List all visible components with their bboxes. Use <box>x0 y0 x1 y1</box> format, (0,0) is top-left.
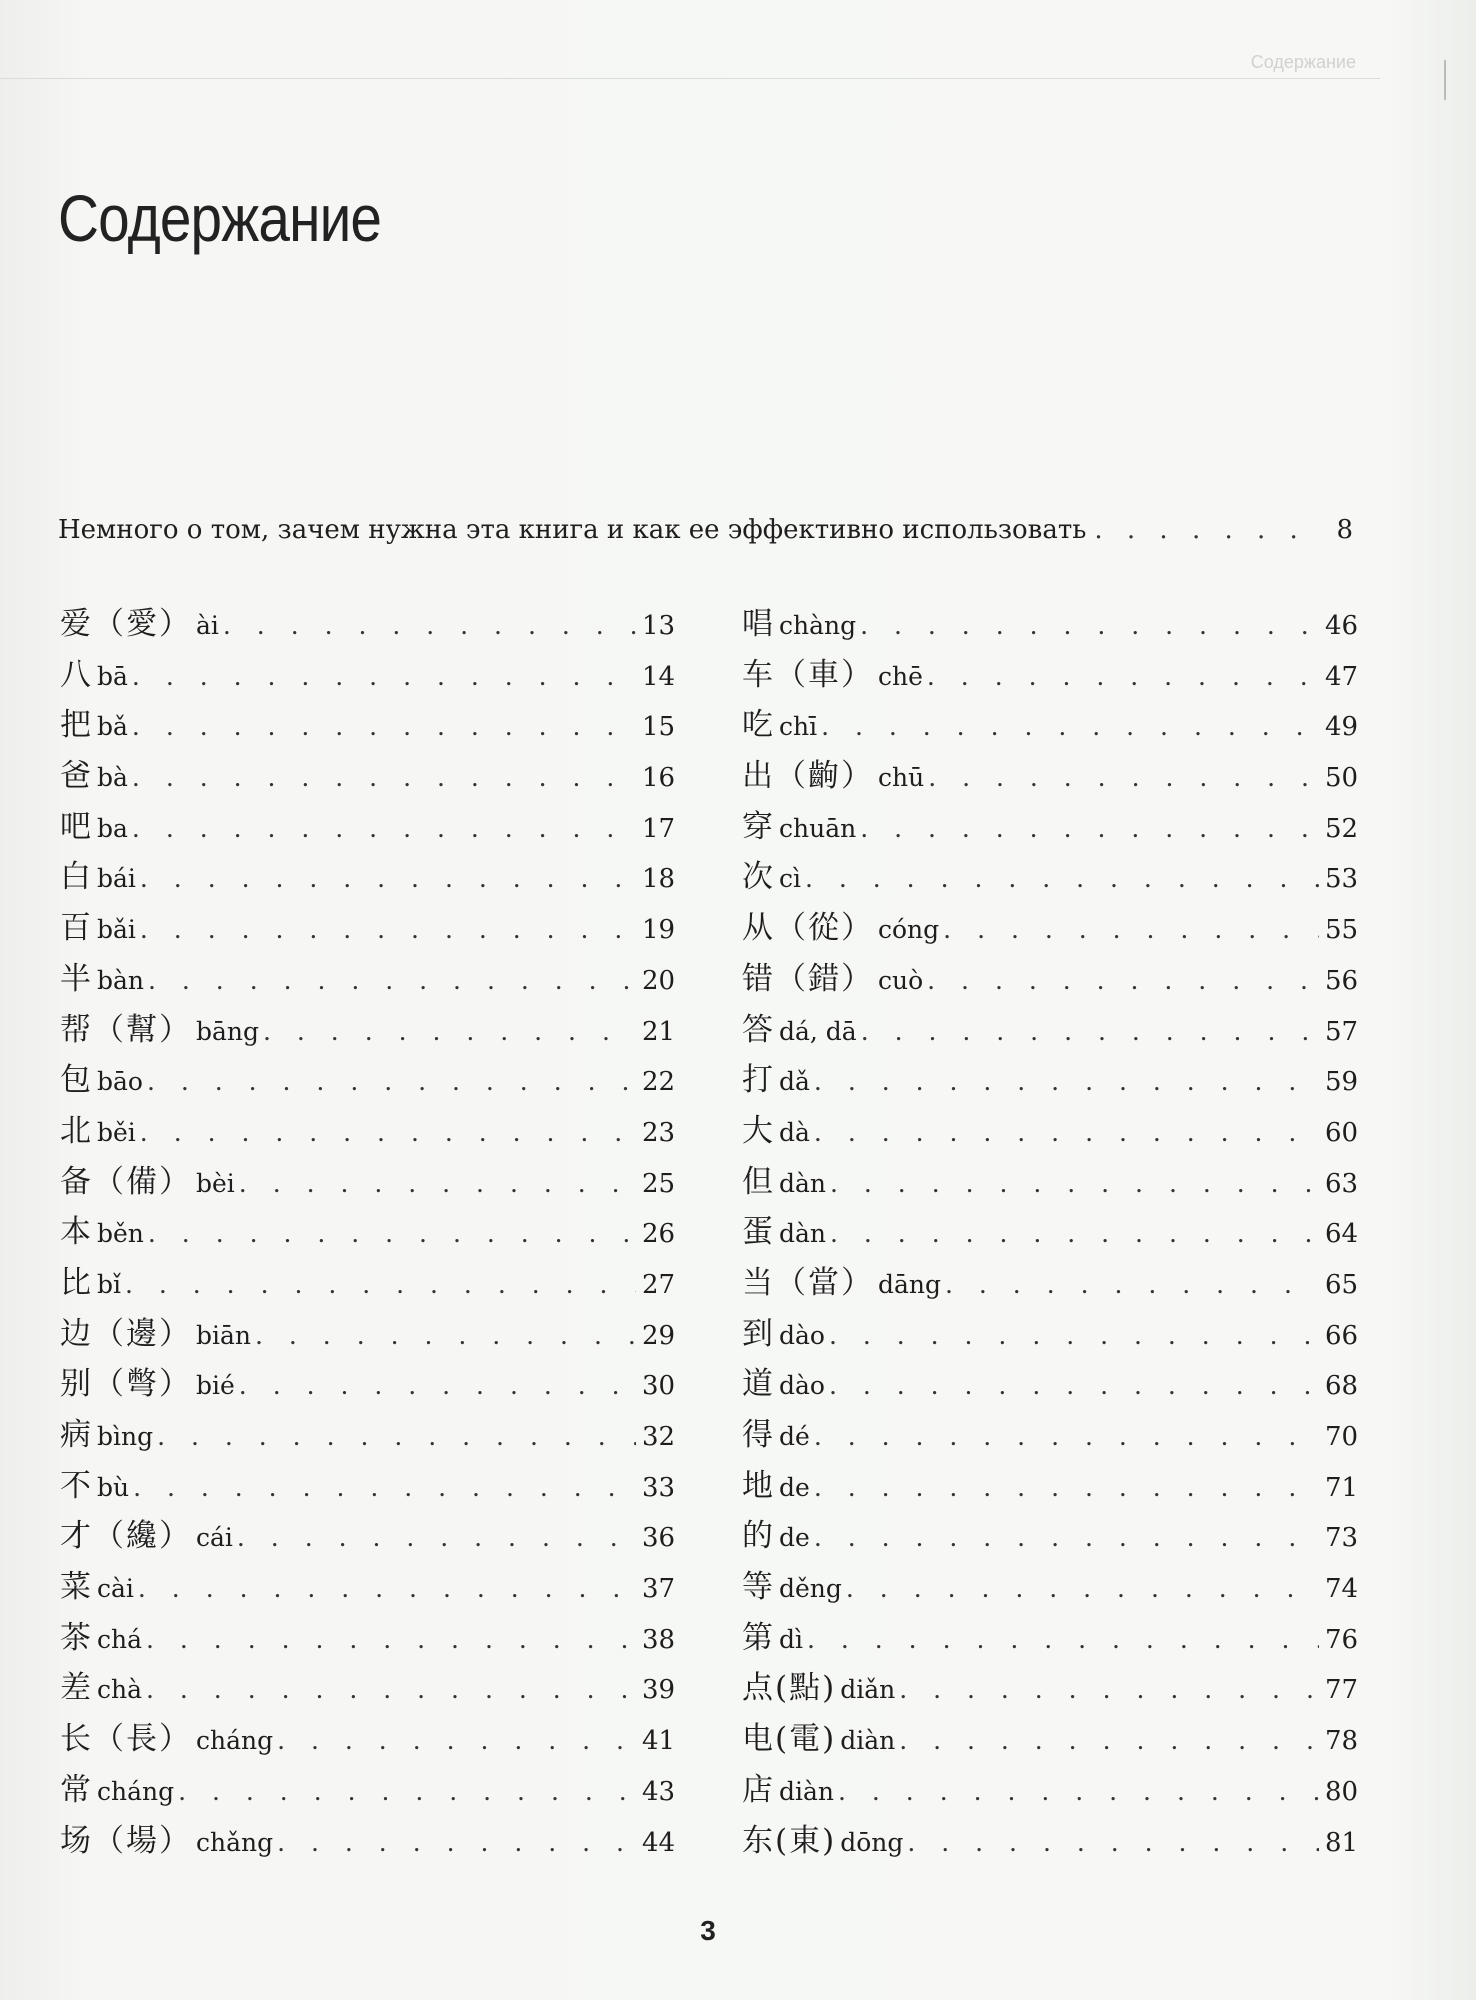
toc-entry-pinyin: bù <box>97 1472 130 1502</box>
toc-entry[interactable] <box>742 1460 1359 1511</box>
toc-entry[interactable] <box>742 902 1359 953</box>
leader-dots <box>814 1067 1319 1096</box>
leader-dots <box>907 1828 1319 1857</box>
toc-entry-page: 32 <box>642 1422 676 1452</box>
toc-entry-pinyin: chà <box>97 1675 143 1705</box>
toc-entry-page: 68 <box>1325 1371 1359 1402</box>
toc-entry-pinyin: děng <box>779 1574 842 1604</box>
toc-entry-hanzi: 出（齣） <box>742 758 874 795</box>
toc-entry[interactable] <box>60 1308 676 1359</box>
leader-dots <box>945 1270 1319 1299</box>
toc-entry-page: 13 <box>642 611 676 641</box>
toc-entry-page: 50 <box>1325 763 1359 794</box>
toc-entry-pinyin: běn <box>97 1219 144 1249</box>
leader-dots <box>148 1219 636 1248</box>
leader-dots <box>943 915 1319 944</box>
toc-entry-hanzi: 店 <box>742 1771 775 1808</box>
toc-entry-hanzi: 爸 <box>60 758 93 795</box>
toc-entry[interactable] <box>60 750 676 801</box>
toc-entry-pinyin: cài <box>97 1574 134 1604</box>
toc-entry[interactable] <box>60 1257 676 1308</box>
toc-entry-pinyin: diàn <box>840 1726 896 1756</box>
toc-entry-hanzi: 打 <box>742 1062 775 1099</box>
toc-entry-hanzi: 错（錯） <box>742 960 874 997</box>
toc-entry-page: 19 <box>642 915 676 946</box>
toc-entry[interactable] <box>742 1054 1359 1105</box>
toc-entry-pinyin: bà <box>97 763 128 793</box>
leader-dots <box>899 1726 1319 1755</box>
toc-entry-hanzi: 白 <box>60 859 93 896</box>
toc-entry-page: 81 <box>1325 1827 1359 1858</box>
toc-entry[interactable] <box>742 801 1359 852</box>
toc-entry-page: 15 <box>642 712 676 743</box>
toc-entry[interactable] <box>742 1561 1359 1612</box>
toc-entry[interactable] <box>742 1308 1359 1359</box>
toc-entry-pinyin: dǎ <box>779 1067 810 1097</box>
toc-entry-pinyin: bāng <box>196 1016 260 1046</box>
leader-dots <box>157 1422 636 1451</box>
toc-entry[interactable] <box>742 1156 1359 1207</box>
leader-dots <box>146 1675 636 1704</box>
toc-entry-pinyin: bái <box>97 864 136 894</box>
toc-entry-page: 26 <box>642 1219 676 1250</box>
toc-entry-page: 21 <box>642 1016 676 1047</box>
toc-entry-page: 77 <box>1325 1675 1359 1706</box>
toc-entry[interactable] <box>742 699 1359 750</box>
page-edge-mark <box>1444 60 1446 100</box>
toc-entry[interactable] <box>60 902 676 953</box>
leader-dots <box>223 611 636 640</box>
toc-entry-hanzi: 备（備） <box>60 1163 192 1200</box>
leader-dots <box>263 1017 636 1046</box>
toc-entry-page: 23 <box>642 1117 676 1148</box>
intro-entry-page: 8 <box>1336 515 1353 545</box>
toc-entry-hanzi: 比 <box>60 1264 93 1301</box>
leader-dots <box>860 814 1319 843</box>
toc-entry[interactable] <box>60 598 676 649</box>
toc-entry[interactable] <box>60 1764 676 1815</box>
toc-entry-pinyin: dì <box>779 1624 803 1654</box>
toc-entry-hanzi: 常 <box>60 1771 93 1808</box>
toc-entry-pinyin: bǎ <box>97 712 128 742</box>
leader-dots <box>928 763 1319 792</box>
toc-entry[interactable] <box>60 1460 676 1511</box>
toc-entry-hanzi: 病 <box>60 1417 93 1453</box>
toc-entry-page: 46 <box>1325 611 1359 641</box>
toc-entry-pinyin: biān <box>196 1320 252 1350</box>
toc-entry[interactable] <box>60 1713 676 1764</box>
toc-entry-hanzi: 车（車） <box>742 656 874 693</box>
leader-dots <box>239 1169 636 1198</box>
leader-dots <box>146 1625 636 1654</box>
toc-entry-hanzi: 点(點) <box>742 1670 837 1707</box>
leader-dots <box>846 1574 1319 1603</box>
intro-entry[interactable] <box>58 515 1353 545</box>
toc-entry-page: 33 <box>642 1472 676 1503</box>
toc-entry-page: 16 <box>642 763 676 794</box>
leader-dots <box>814 1118 1319 1147</box>
leader-dots <box>814 1473 1319 1502</box>
toc-entry-hanzi: 北 <box>60 1112 93 1149</box>
leader-dots <box>821 712 1319 741</box>
toc-entry-hanzi: 把 <box>60 707 93 744</box>
toc-entry-page: 30 <box>642 1371 676 1402</box>
leader-dots <box>148 966 636 995</box>
toc-entry-pinyin: chū <box>878 763 925 793</box>
toc-entry-pinyin: dào <box>779 1371 825 1401</box>
toc-entry-pinyin: bǐ <box>97 1269 121 1299</box>
toc-entry-page: 17 <box>642 813 676 844</box>
leader-dots <box>133 1473 636 1502</box>
toc-entry[interactable] <box>742 1206 1359 1257</box>
toc-entry-page: 37 <box>642 1574 676 1605</box>
toc-entry[interactable] <box>742 1662 1359 1713</box>
toc-entry[interactable] <box>60 1662 676 1713</box>
leader-dots <box>140 915 636 944</box>
leader-dots <box>277 1828 636 1857</box>
toc-entry-page: 63 <box>1325 1168 1359 1199</box>
toc-entry[interactable] <box>60 1004 676 1055</box>
toc-entry-hanzi: 吃 <box>742 707 775 744</box>
page-title: Содержание <box>58 181 382 256</box>
toc-entry-page: 57 <box>1325 1016 1359 1047</box>
leader-dots <box>125 1270 636 1299</box>
toc-entry-page: 18 <box>642 864 676 895</box>
leader-dots <box>829 1371 1319 1400</box>
toc-entry-pinyin: bìng <box>97 1422 154 1451</box>
toc-entry-pinyin: dé <box>779 1422 810 1451</box>
toc-entry-hanzi: 茶 <box>60 1619 93 1656</box>
toc-entry-hanzi: 从（從） <box>742 910 874 947</box>
toc-entry-pinyin: dāng <box>878 1269 942 1299</box>
toc-entry-hanzi: 差 <box>60 1670 93 1707</box>
toc-entry-hanzi: 穿 <box>742 808 775 845</box>
toc-entry-hanzi: 爱（愛） <box>60 606 192 642</box>
leader-dots <box>140 864 636 893</box>
toc-entry-hanzi: 等 <box>742 1569 775 1606</box>
toc-entry-page: 56 <box>1325 965 1359 996</box>
toc-right-column <box>742 598 1359 1865</box>
toc-entry-hanzi: 地 <box>742 1467 775 1504</box>
toc-entry-pinyin: cì <box>779 864 801 894</box>
leader-dots <box>830 1169 1319 1198</box>
toc-entry-page: 66 <box>1325 1320 1359 1351</box>
toc-entry[interactable] <box>60 801 676 852</box>
toc-entry-page: 29 <box>642 1320 676 1351</box>
leader-dots <box>899 1675 1319 1704</box>
toc-entry[interactable] <box>60 953 676 1004</box>
toc-entry-pinyin: diàn <box>779 1776 835 1806</box>
toc-entry[interactable] <box>742 1815 1359 1866</box>
toc-entry-pinyin: chàng <box>779 611 857 640</box>
leader-dots <box>277 1726 636 1755</box>
toc-entry[interactable] <box>742 1257 1359 1308</box>
toc-entry-page: 22 <box>642 1067 676 1098</box>
toc-entry-hanzi: 当（當） <box>742 1264 874 1301</box>
leader-dots <box>860 611 1319 640</box>
toc-entry[interactable] <box>742 750 1359 801</box>
toc-entry-page: 49 <box>1325 712 1359 743</box>
toc-entry[interactable] <box>742 1004 1359 1055</box>
toc-entry-page: 55 <box>1325 915 1359 946</box>
toc-entry-page: 65 <box>1325 1269 1359 1300</box>
toc-entry[interactable] <box>742 953 1359 1004</box>
toc-entry-hanzi: 边（邊） <box>60 1315 192 1352</box>
leader-dots <box>239 1371 636 1400</box>
toc-entry-hanzi: 的 <box>742 1518 775 1555</box>
toc-entry-hanzi: 才（纔） <box>60 1518 192 1555</box>
leader-dots <box>830 1219 1319 1248</box>
toc-entry-hanzi: 第 <box>742 1619 775 1656</box>
toc-left-column <box>60 598 676 1865</box>
toc-entry-page: 25 <box>642 1168 676 1199</box>
toc-entry-page: 20 <box>642 965 676 996</box>
leader-dots <box>237 1523 636 1552</box>
toc-entry-hanzi: 本 <box>60 1214 93 1251</box>
toc-entry-pinyin: bié <box>196 1371 235 1401</box>
leader-dots <box>255 1321 636 1350</box>
toc-entry-pinyin: chá <box>97 1624 143 1654</box>
leader-dots <box>861 1017 1319 1046</box>
toc-entry[interactable] <box>60 1612 676 1663</box>
toc-entry-pinyin: chī <box>779 712 818 742</box>
toc-entry-page: 60 <box>1325 1117 1359 1148</box>
leader-dots <box>1094 515 1317 545</box>
toc-entry-hanzi: 包 <box>60 1062 93 1099</box>
toc-entry-hanzi: 不 <box>60 1467 93 1504</box>
toc-entry-page: 38 <box>642 1624 676 1655</box>
toc-entry[interactable] <box>60 1409 676 1460</box>
toc-entry-page: 78 <box>1325 1726 1359 1757</box>
toc-entry-pinyin: ài <box>196 611 219 640</box>
toc-entry-hanzi: 半 <box>60 960 93 997</box>
toc-entry[interactable] <box>60 1054 676 1105</box>
toc-entry[interactable] <box>60 699 676 750</box>
leader-dots <box>147 1067 636 1096</box>
leader-dots <box>138 1574 636 1603</box>
toc-entry-page: 52 <box>1325 813 1359 844</box>
toc-entry-page: 70 <box>1325 1422 1359 1452</box>
page-number: 3 <box>700 1915 716 1946</box>
toc-entry-pinyin: cháng <box>196 1726 274 1756</box>
leader-dots <box>132 814 636 843</box>
toc-entry-hanzi: 八 <box>60 656 93 693</box>
leader-dots <box>838 1777 1319 1806</box>
toc-entry-pinyin: bàn <box>97 965 145 995</box>
toc-entry-hanzi: 帮（幫） <box>60 1011 192 1048</box>
leader-dots <box>807 1625 1319 1654</box>
leader-dots <box>132 712 636 741</box>
toc-entry-page: 41 <box>642 1726 676 1757</box>
toc-entry[interactable] <box>60 1561 676 1612</box>
toc-entry-page: 14 <box>642 661 676 692</box>
toc-entry[interactable] <box>742 1409 1359 1460</box>
toc-entry-hanzi: 大 <box>742 1112 775 1149</box>
toc-entry-pinyin: de <box>779 1472 810 1502</box>
leader-dots <box>140 1118 636 1147</box>
toc-entry-page: 47 <box>1325 661 1359 692</box>
toc-entry[interactable] <box>60 1206 676 1257</box>
leader-dots <box>829 1321 1319 1350</box>
leader-dots <box>132 662 636 691</box>
toc-entry-hanzi: 别（彆） <box>60 1366 192 1403</box>
leader-dots <box>178 1777 636 1806</box>
toc-entry-hanzi: 但 <box>742 1163 775 1200</box>
toc-entry-pinyin: běi <box>97 1117 136 1147</box>
toc-entry-page: 39 <box>642 1675 676 1706</box>
toc-entry-page: 36 <box>642 1523 676 1554</box>
toc-entry-pinyin: de <box>779 1523 810 1553</box>
toc-entry-pinyin: bèi <box>196 1168 235 1198</box>
leader-dots <box>814 1523 1319 1552</box>
toc-entry-hanzi: 到 <box>742 1315 775 1352</box>
toc-entry-pinyin: dàn <box>779 1219 827 1249</box>
toc-entry-hanzi: 吧 <box>60 808 93 845</box>
toc-entry-page: 59 <box>1325 1067 1359 1098</box>
toc-entry-page: 43 <box>642 1776 676 1807</box>
toc-entry[interactable] <box>60 1156 676 1207</box>
toc-entry-page: 74 <box>1325 1574 1359 1605</box>
toc-entry[interactable] <box>742 1713 1359 1764</box>
leader-dots <box>927 662 1319 691</box>
toc-entry[interactable] <box>742 1764 1359 1815</box>
toc-entry[interactable] <box>60 851 676 902</box>
toc-entry[interactable] <box>742 851 1359 902</box>
toc-entry[interactable] <box>742 598 1359 649</box>
toc-entry-pinyin: dàn <box>779 1168 827 1198</box>
toc-entry-pinyin: ba <box>97 813 128 843</box>
toc-entry-pinyin: diǎn <box>840 1675 896 1705</box>
toc-entry-hanzi: 得 <box>742 1417 775 1453</box>
intro-entry-text: Немного о том, зачем нужна эта книга и как ее эффективно использовать <box>58 515 1087 545</box>
toc-entry-page: 80 <box>1325 1776 1359 1807</box>
toc-entry-pinyin: bāo <box>97 1067 143 1097</box>
toc-entry-page: 76 <box>1325 1624 1359 1655</box>
toc-entry-pinyin: bā <box>97 661 128 691</box>
leader-dots <box>805 864 1319 893</box>
toc-entry[interactable] <box>60 1105 676 1156</box>
toc-entry-hanzi: 道 <box>742 1366 775 1403</box>
toc-entry-hanzi: 唱 <box>742 606 775 642</box>
toc-entry-page: 44 <box>642 1827 676 1858</box>
toc-entry-pinyin: chē <box>878 661 923 691</box>
toc-entry[interactable] <box>60 1358 676 1409</box>
toc-entry-pinyin: chuān <box>779 813 857 843</box>
toc-entry-page: 73 <box>1325 1523 1359 1554</box>
toc-entry-pinyin: dào <box>779 1320 825 1350</box>
toc-entry-hanzi: 长（長） <box>60 1721 192 1758</box>
toc-entry-page: 71 <box>1325 1472 1359 1503</box>
toc-entry-page: 64 <box>1325 1219 1359 1250</box>
toc-entry[interactable] <box>60 1815 676 1866</box>
toc-entry-pinyin: cuò <box>878 965 924 995</box>
leader-dots <box>132 763 636 792</box>
toc-entry[interactable] <box>60 649 676 700</box>
toc-entry-pinyin: dà <box>779 1117 810 1147</box>
toc-entry-pinyin: cóng <box>878 915 940 945</box>
leader-dots <box>814 1422 1319 1451</box>
toc-entry[interactable] <box>60 1510 676 1561</box>
toc-entry[interactable] <box>742 1510 1359 1561</box>
toc-entry[interactable] <box>742 649 1359 700</box>
header-rule <box>0 78 1380 79</box>
toc-entry[interactable] <box>742 1358 1359 1409</box>
toc-entry-hanzi: 电(電) <box>742 1721 837 1758</box>
toc-entry-hanzi: 东(東) <box>742 1822 837 1859</box>
toc-entry-pinyin: dōng <box>840 1827 904 1857</box>
toc-entry-hanzi: 答 <box>742 1011 775 1048</box>
toc-entry[interactable] <box>742 1612 1359 1663</box>
toc-entry-pinyin: dá, dā <box>779 1016 857 1046</box>
toc-entry-pinyin: cái <box>196 1523 233 1553</box>
toc-entry-page: 27 <box>642 1269 676 1300</box>
toc-entry-page: 53 <box>1325 864 1359 895</box>
toc-entry-hanzi: 次 <box>742 859 775 896</box>
toc-entry-hanzi: 百 <box>60 910 93 947</box>
toc-entry-pinyin: chǎng <box>196 1827 274 1857</box>
toc-entry[interactable] <box>742 1105 1359 1156</box>
toc-entry-pinyin: cháng <box>97 1776 175 1806</box>
running-header: Содержание <box>1250 52 1356 72</box>
toc-entry-pinyin: bǎi <box>97 915 136 945</box>
toc-entry-hanzi: 菜 <box>60 1569 93 1606</box>
toc-entry-hanzi: 场（場） <box>60 1822 192 1859</box>
leader-dots <box>927 966 1319 995</box>
toc-entry-hanzi: 蛋 <box>742 1214 775 1251</box>
